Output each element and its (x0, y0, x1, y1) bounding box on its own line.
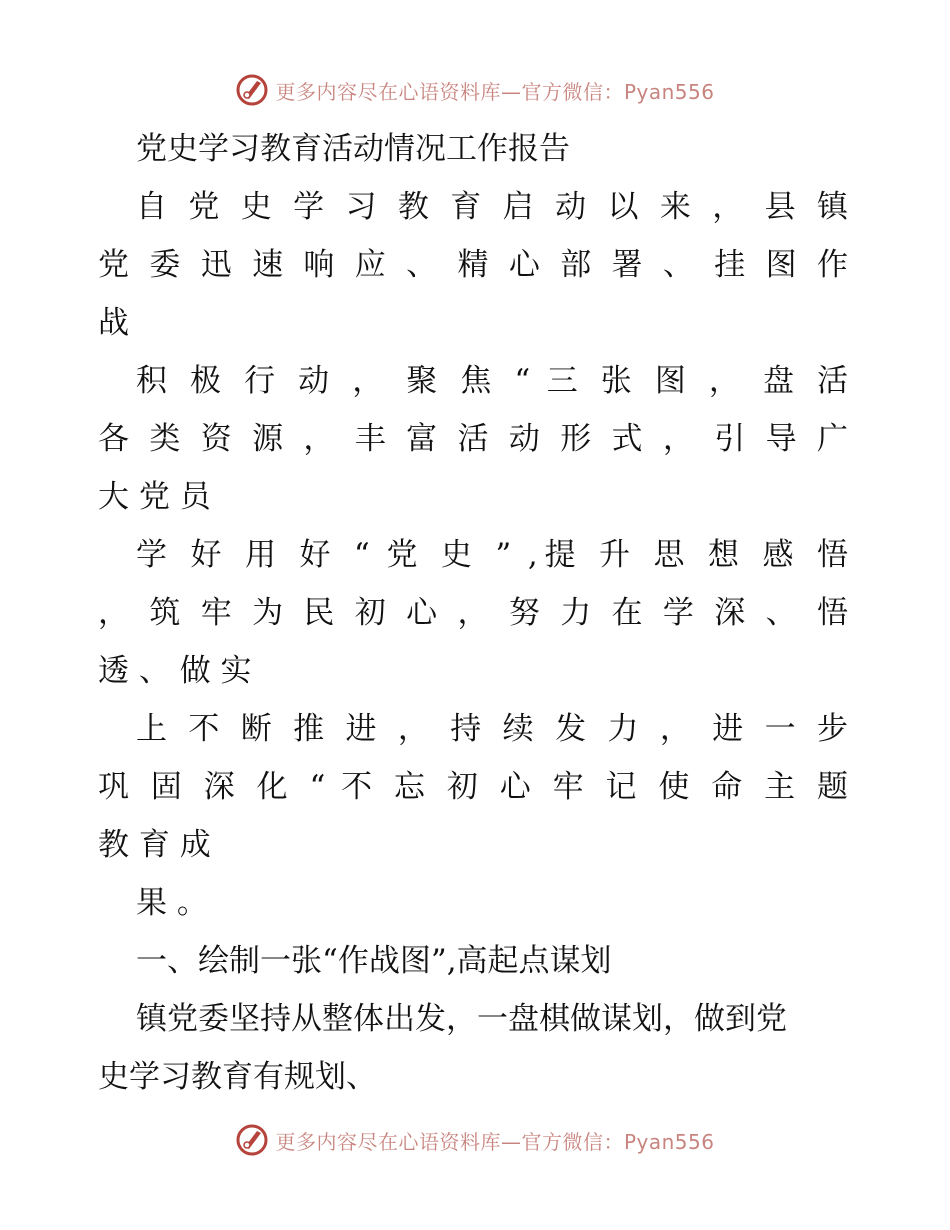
quill-seal-icon (235, 73, 269, 107)
watermark-text: 更多内容尽在心语资料库—官方微信：Pyan556 (275, 1129, 715, 1154)
paragraph-line: 透 、 做 实 (98, 653, 252, 689)
document-title: 党史学习教育活动情况工作报告 (136, 131, 570, 167)
paragraph-line: 巩 固 深 化 “ 不 忘 初 心 牢 记 使 命 主 题 (98, 769, 848, 805)
paragraph-line: 教 育 成 (98, 827, 211, 863)
paragraph-line: 各 类 资 源 ， 丰 富 活 动 形 式 ， 引 导 广 (98, 421, 848, 457)
paragraph-line: 镇党委坚持从整体出发，一盘棋做谋划，做到党 (136, 1001, 787, 1037)
header-watermark (0, 70, 950, 110)
paragraph-line: 党 委 迅 速 响 应 、 精 心 部 署 、 挂 图 作 (98, 247, 848, 283)
paragraph-line: 果 。 (136, 885, 208, 921)
paragraph-line: 学 好 用 好 “ 党 史 ” ,提 升 思 想 感 悟 (136, 537, 848, 573)
paragraph-line: 战 (98, 305, 129, 341)
footer-watermark (0, 1120, 950, 1160)
document-body (98, 120, 848, 1106)
paragraph-line: 上 不 断 推 进 ， 持 续 发 力 ， 进 一 步 (136, 711, 848, 747)
section-heading: 一、绘制一张“作战图”,高起点谋划 (136, 943, 612, 979)
watermark-text: 更多内容尽在心语资料库—官方微信：Pyan556 (275, 79, 715, 104)
paragraph-line: 大 党 员 (98, 479, 211, 515)
paragraph-line: ， 筑 牢 为 民 初 心 ， 努 力 在 学 深 、 悟 (98, 595, 848, 631)
paragraph-line: 积 极 行 动 ， 聚 焦 “ 三 张 图 ， 盘 活 (136, 363, 848, 399)
quill-seal-icon (235, 1123, 269, 1157)
paragraph-line: 史学习教育有规划、 (98, 1059, 377, 1095)
paragraph-line: 自 党 史 学 习 教 育 启 动 以 来 ， 县 镇 (136, 189, 848, 225)
